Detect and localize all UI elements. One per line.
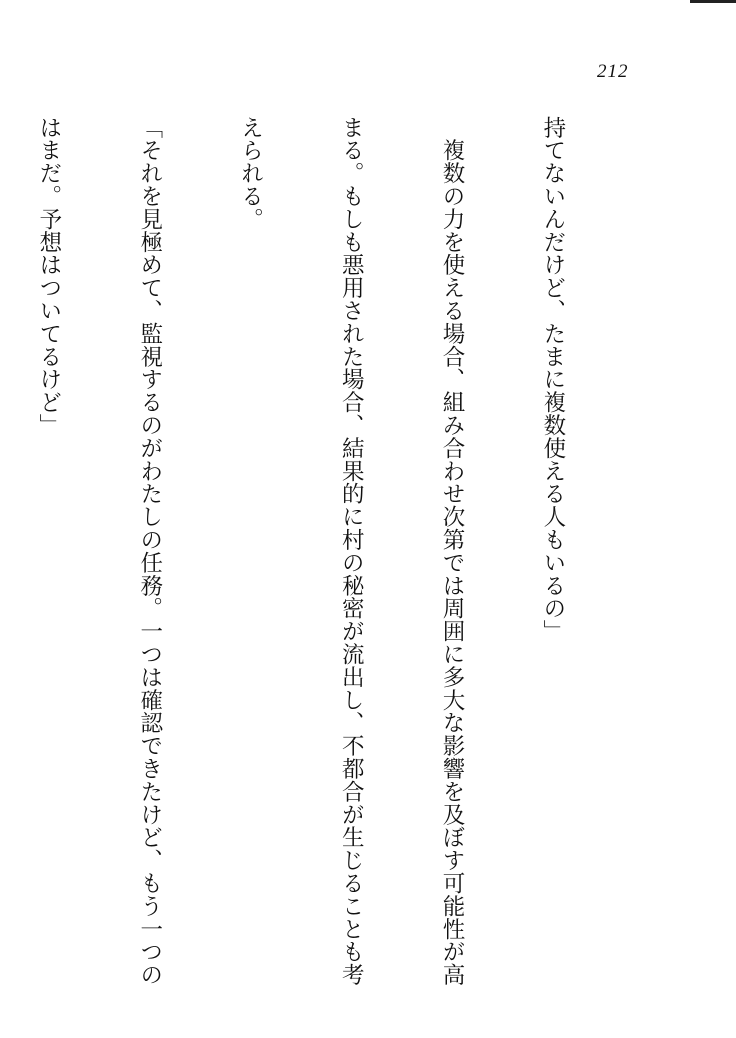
page-number: 212 (597, 61, 629, 82)
body-text (0, 116, 636, 996)
text-line: 「それを見極めて、監視するのがわたしの任務。一つは確認できたけど、もう一つの (136, 116, 163, 987)
text-line: 持てないんだけど、たまに複数使える人もいるの」 (539, 116, 566, 643)
text-line: 複数の力を使える場合、組み合わせ次第では周囲に多大な影響を及ぼす可能性が高 (439, 116, 466, 987)
text-line: まる。もしも悪用された場合、結果的に村の秘密が流出し、不都合が生じることも考 (338, 116, 365, 987)
text-line: えられる。 (237, 116, 264, 231)
text-line: はまだ。予想はついてるけど」 (35, 116, 62, 437)
top-rule (690, 0, 736, 3)
